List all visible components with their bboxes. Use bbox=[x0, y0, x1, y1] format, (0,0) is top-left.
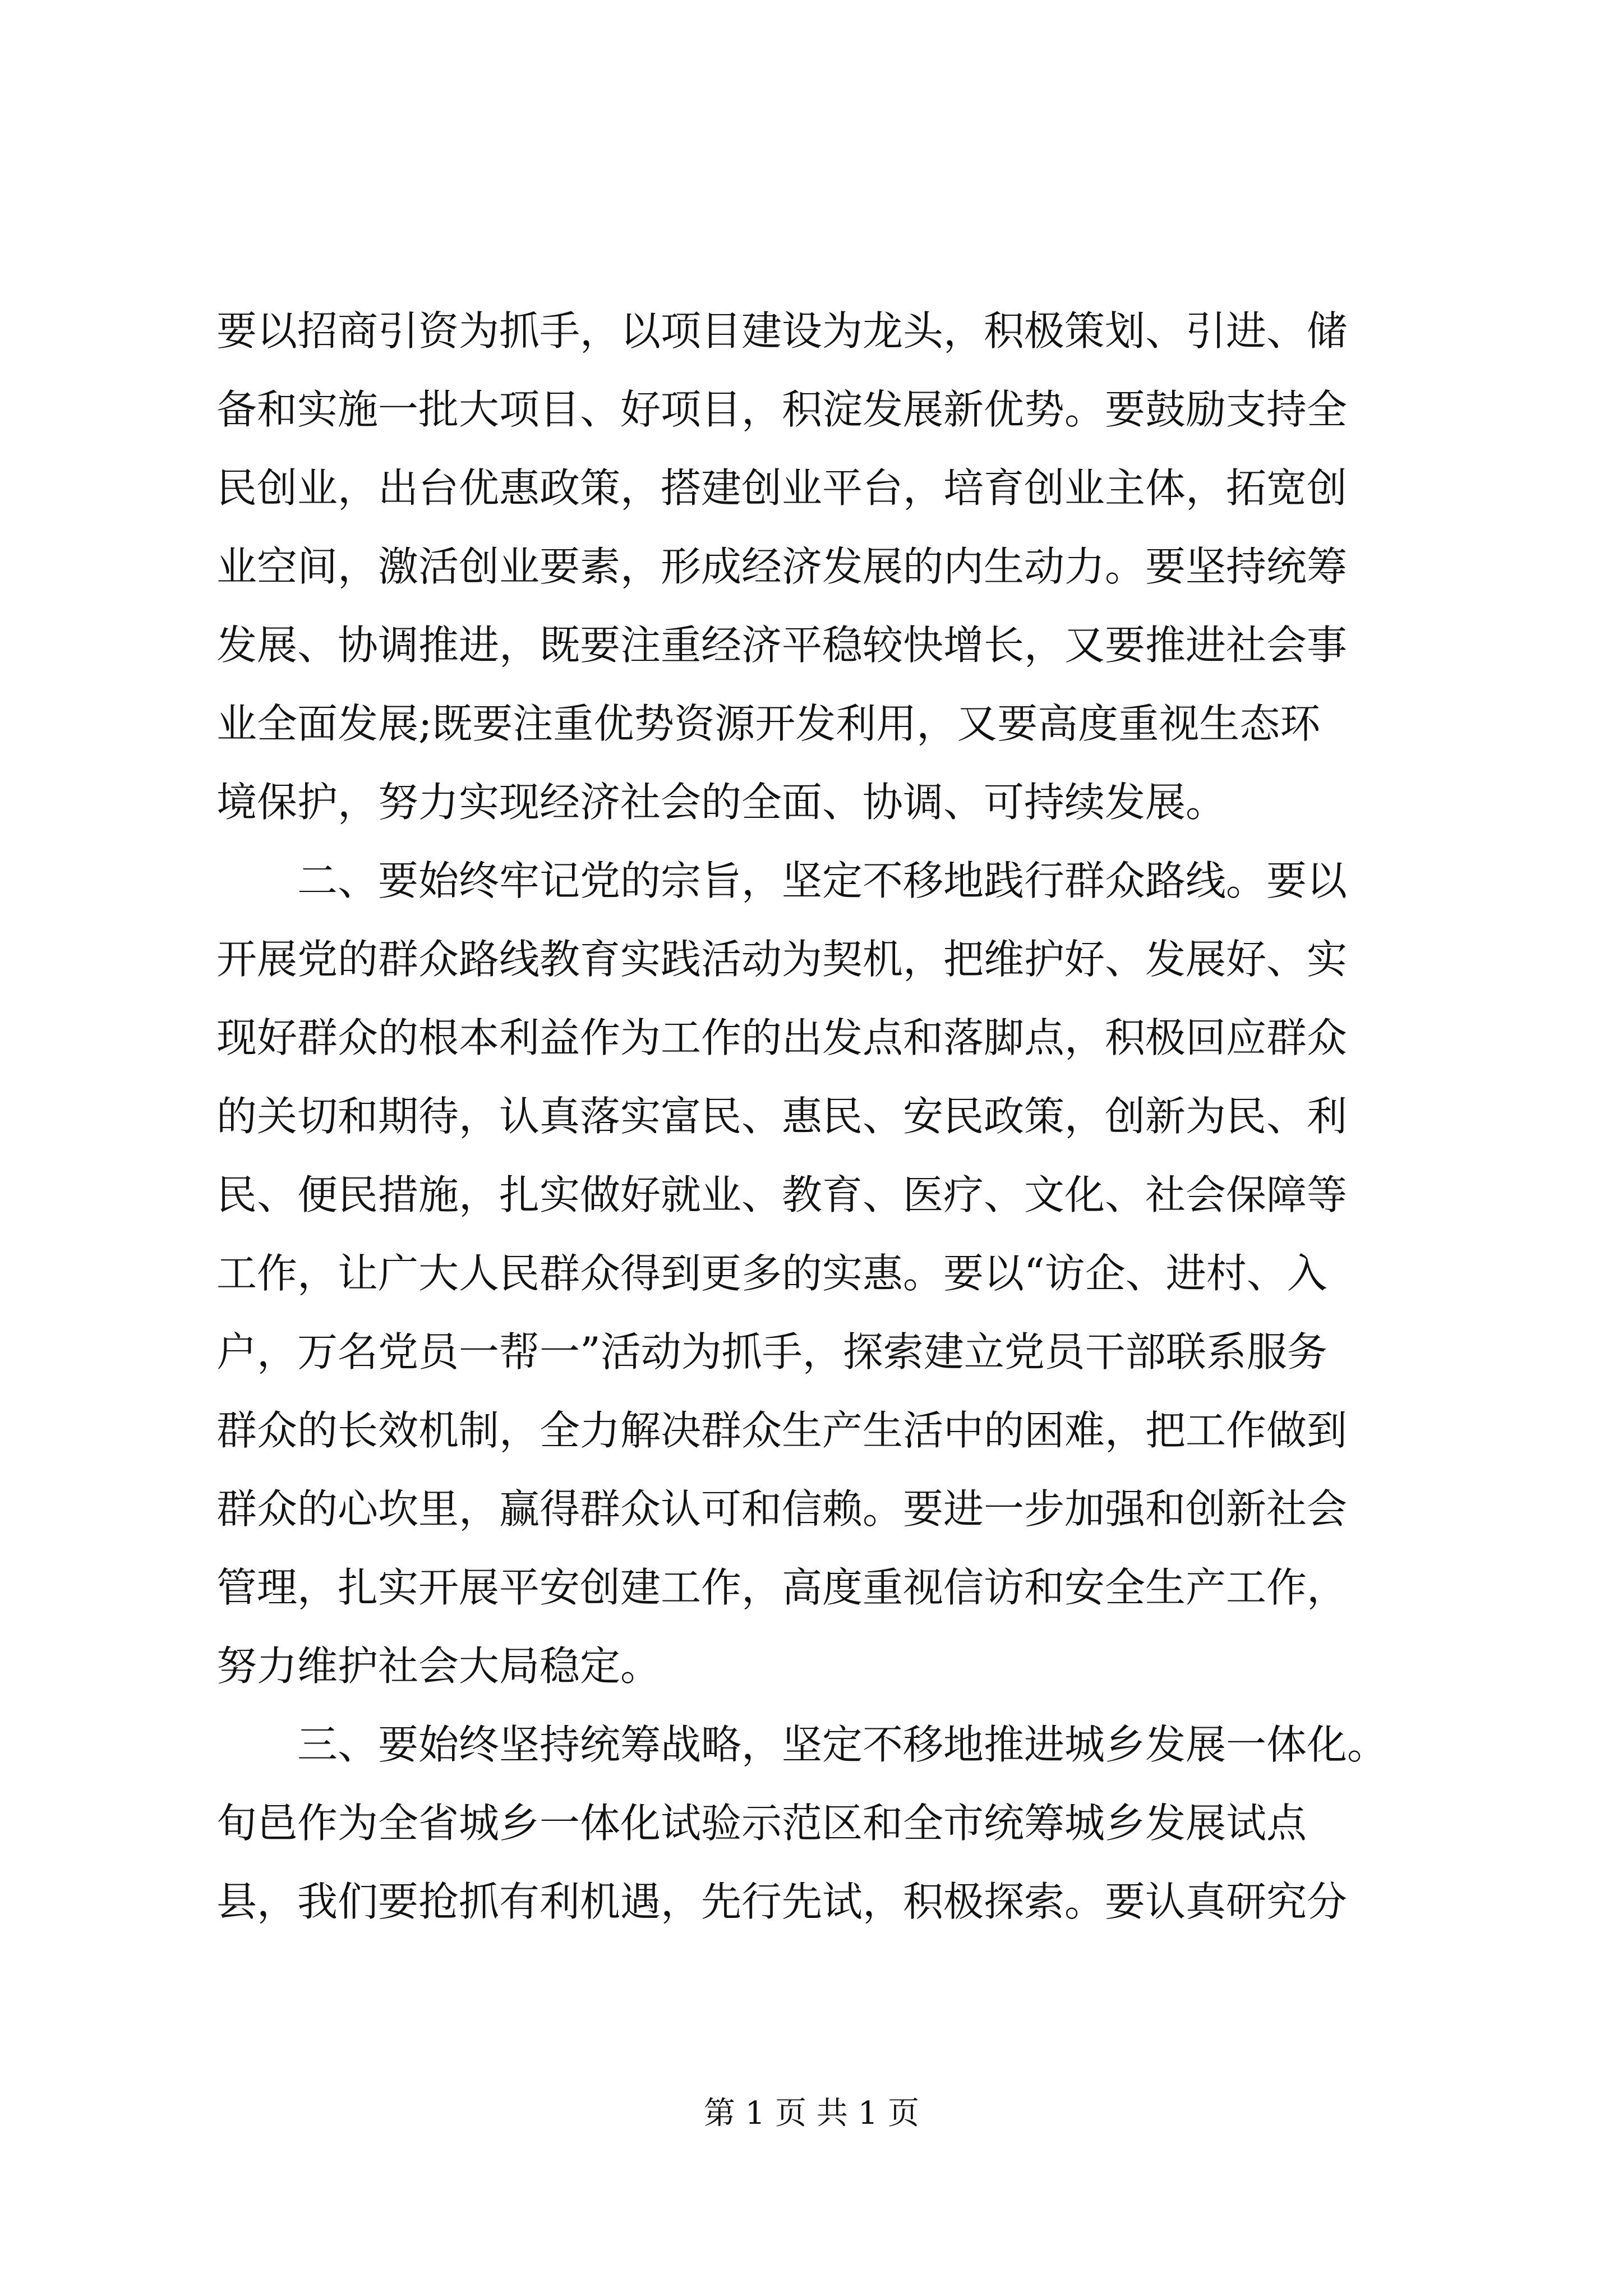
page-number-label: 第 1 页 共 1 页 bbox=[703, 2095, 920, 2132]
text-line: 发展、协调推进，既要注重经济平稳较快增长，又要推进社会事 bbox=[216, 622, 1348, 669]
document-body bbox=[216, 292, 1422, 1941]
text-line: 开展党的群众路线教育实践活动为契机，把维护好、发展好、实 bbox=[216, 936, 1348, 983]
text-line: 群众的心坎里，赢得群众认可和信赖。要进一步加强和创新社会 bbox=[216, 1485, 1348, 1533]
text-line: 工作，让广大人民群众得到更多的实惠。要以“访企、进村、入 bbox=[216, 1250, 1327, 1297]
text-line: 备和实施一批大项目、好项目，积淀发展新优势。要鼓励支持全 bbox=[216, 386, 1348, 433]
text-line: 境保护，努力实现经济社会的全面、协调、可持续发展。 bbox=[216, 779, 1227, 826]
text-line: 努力维护社会大局稳定。 bbox=[216, 1642, 661, 1690]
text-line: 业全面发展;既要注重优势资源开发利用，又要高度重视生态环 bbox=[216, 700, 1321, 747]
page-footer bbox=[0, 2091, 1623, 2136]
text-line: 民、便民措施，扎实做好就业、教育、医疗、文化、社会保障等 bbox=[216, 1171, 1348, 1218]
text-line: 群众的长效机制，全力解决群众生产生活中的困难，把工作做到 bbox=[216, 1407, 1348, 1454]
paragraph-start-line: 二、要始终牢记党的宗旨，坚定不移地践行群众路线。要以 bbox=[297, 857, 1348, 904]
text-line: 现好群众的根本利益作为工作的出发点和落脚点，积极回应群众 bbox=[216, 1014, 1348, 1061]
text-line: 管理，扎实开展平安创建工作，高度重视信访和安全生产工作， bbox=[216, 1564, 1348, 1611]
text-line: 户，万名党员一帮一”活动为抓手，探索建立党员干部联系服务 bbox=[216, 1328, 1327, 1375]
text-line: 的关切和期待，认真落实富民、惠民、安民政策，创新为民、利 bbox=[216, 1093, 1348, 1140]
text-line: 民创业，出台优惠政策，搭建创业平台，培育创业主体，拓宽创 bbox=[216, 464, 1348, 512]
text-line: 县，我们要抢抓有利机遇，先行先试，积极探索。要认真研究分 bbox=[216, 1878, 1348, 1925]
paragraph-start-line: 三、要始终坚持统筹战略，坚定不移地推进城乡发展一体化。 bbox=[297, 1721, 1388, 1768]
text-line: 旬邑作为全省城乡一体化试验示范区和全市统筹城乡发展试点 bbox=[216, 1800, 1307, 1847]
text-line: 业空间，激活创业要素，形成经济发展的内生动力。要坚持统筹 bbox=[216, 543, 1348, 590]
text-line: 要以招商引资为抓手，以项目建设为龙头，积极策划、引进、储 bbox=[216, 307, 1348, 355]
